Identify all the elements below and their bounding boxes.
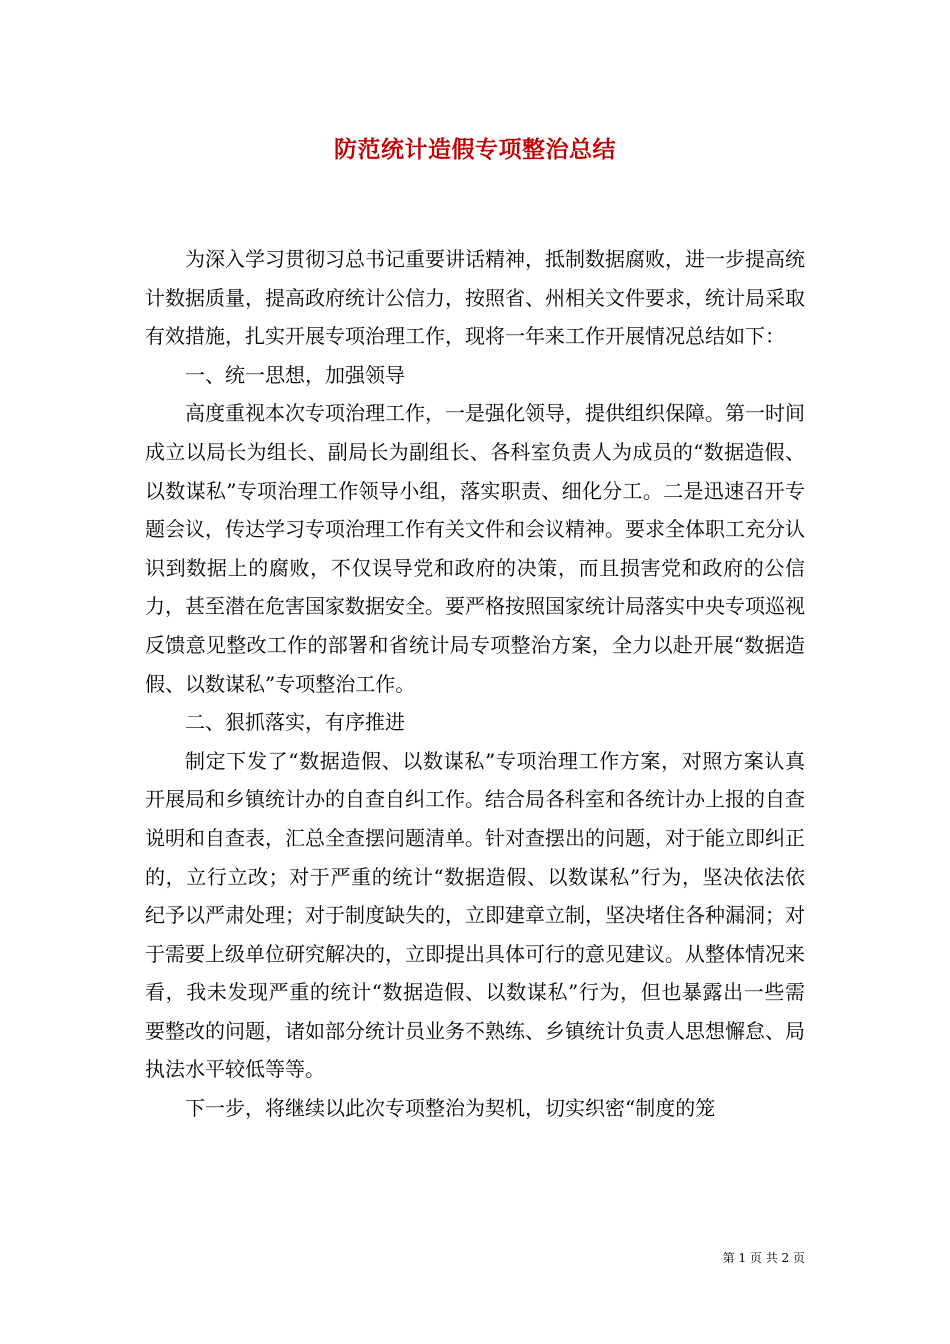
document-body xyxy=(145,240,805,1128)
section-heading-2: 二、狠抓落实，有序推进 xyxy=(185,710,405,735)
paragraph-section-2: 制定下发了“数据造假、以数谋私”专项治理工作方案，对照方案认真开展局和乡镇统计办的自查自纠工作。结合局各科室和各统计办上报的自查说明和自查表，汇总全查摆问题清单。针对查摆出的问题，对于能立即纠正的，立行立改；对于严重的统计“数据造假、以数谋私”行为，坚决依法依纪予以严肃处理；对于制度缺失的，立即建章立制，坚决堵住各种漏洞；对于需要上级单位研究解决的，立即提出具体可行的意见建议。从整体情况来看，我未发现严重的统计“数据造假、以数谋私”行为，但也暴露出一些需要整改的问题，诸如部分统计员业务不熟练、乡镇统计负责人思想懈怠、局执法水平较低等等。 xyxy=(145,748,805,1082)
page-number: 第 1 页 共 2 页 xyxy=(722,1251,805,1265)
section-heading-1: 一、统一思想，加强领导 xyxy=(185,362,405,387)
paragraph-intro: 为深入学习贯彻习总书记重要讲话精神，抵制数据腐败，进一步提高统计数据质量，提高政府统计公信力，按照省、州相关文件要求，统计局采取有效措施，扎实开展专项治理工作，现将一年来工作开展情况总结如下： xyxy=(145,247,805,349)
paragraph-section-1: 高度重视本次专项治理工作，一是强化领导，提供组织保障。第一时间成立以局长为组长、副局长为副组长、各科室负责人为成员的“数据造假、以数谋私”专项治理工作领导小组，落实职责、细化分工。二是迅速召开专题会议，传达学习专项治理工作有关文件和会议精神。要求全体职工充分认识到数据上的腐败，不仅误导党和政府的决策，而且损害党和政府的公信力，甚至潜在危害国家数据安全。要严格按照国家统计局落实中央专项巡视反馈意见整改工作的部署和省统计局专项整治方案，全力以赴开展“数据造假、以数谋私”专项整治工作。 xyxy=(145,401,805,696)
paragraph-next-step: 下一步，将继续以此次专项整治为契机，切实织密“制度的笼 xyxy=(185,1096,716,1121)
document-title: 防范统计造假专项整治总结 xyxy=(334,136,616,163)
